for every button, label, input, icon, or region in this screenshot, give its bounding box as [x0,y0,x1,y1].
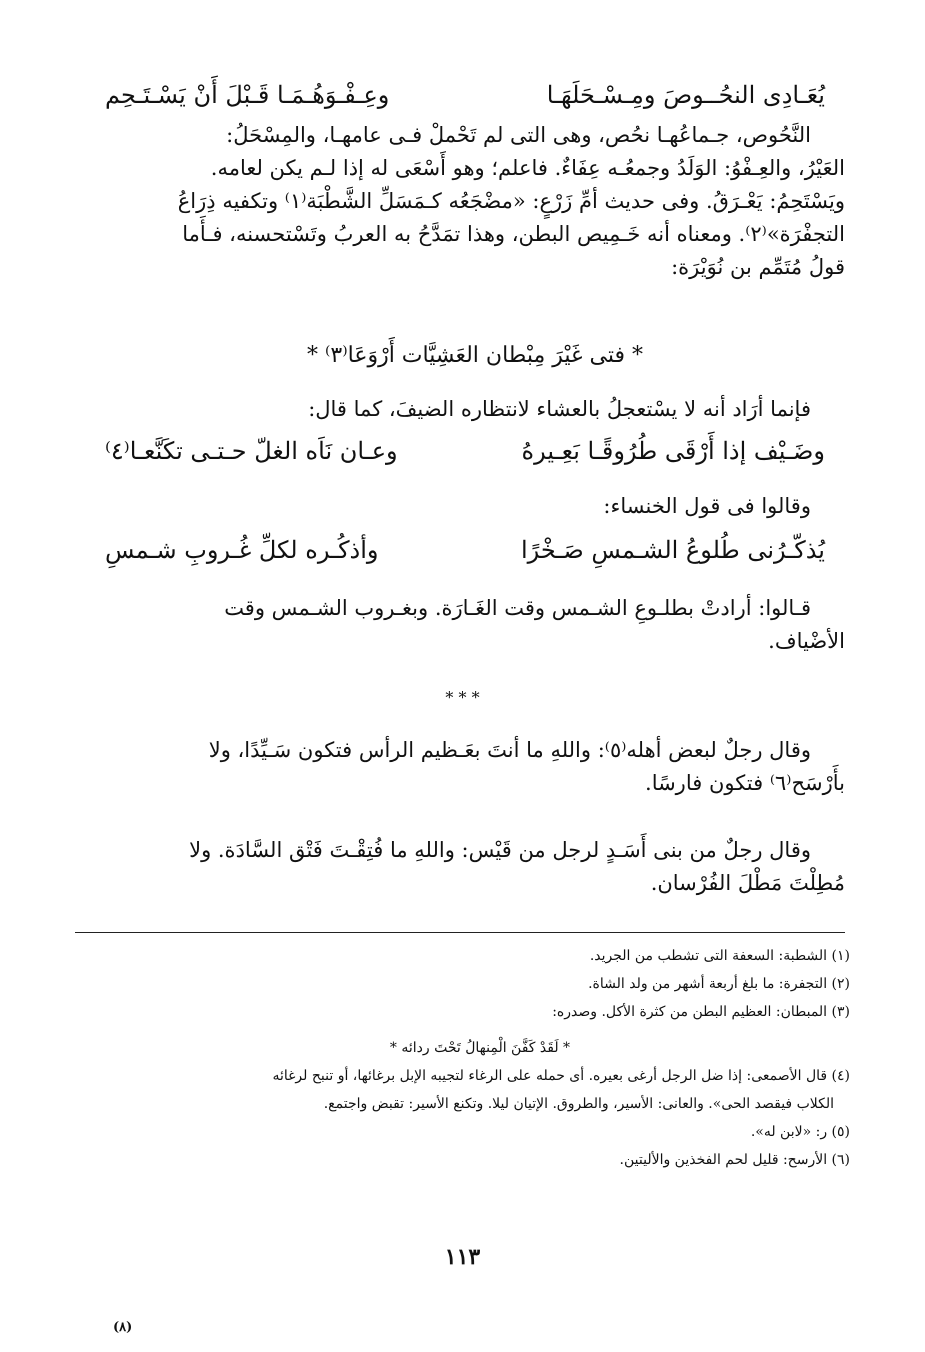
text-line: بأَرْسَح⁽٦⁾ فتكون فارسًا. [645,771,845,795]
footnote-rule [75,932,845,933]
paragraph-4 [105,592,845,658]
text-line: فإنما أرَاد أنه لا يسْتعجلُ بالعشاء لانتظاره الضيفَ، كما قال: [308,397,811,421]
verse-hemistich-left: وأذكُـره لكلِّ غُـروبِ شـمسِ [105,536,379,564]
text-line: وقال رجلٌ لبعض أهله⁽٥⁾: واللهِ ما أنتَ بعَـظيم الرأس فتكون سَـيِّدًا، ولا [208,738,811,762]
paragraph-5 [105,734,845,800]
text-line: العَيْرُ، والعِـفْوُ: الوَلَدُ وجمعُـه عِفَاءٌ. فاعلم؛ وهو أَسْعَى له إذا لـم يكن لعامه. [210,156,845,180]
verse-hemistich-left: وعـان نَاَه الغلّ حـتـى تكَنَّعـا⁽٤⁾ [105,437,398,465]
footnote-1: (١) الشطبة: السعفة التى تشطب من الجريد. [589,948,850,964]
paragraph-2 [105,393,845,426]
text-line: الأضْياف. [768,629,845,653]
footnote-2: (٢) التجفرة: ما بلغ أربعة أشهر من ولد الشاة. [588,976,850,992]
text-line: وقالوا فى قول الخنساء: [603,494,811,518]
footnotes [110,942,850,1174]
paragraph-3 [105,490,845,523]
verse-line-4 [105,533,825,567]
verse-hemistich-right: يُذكّـرُنى طُلوعُ الشـمسِ صَـخْرًا [520,536,825,564]
footnote-4-continued: الكلاب فيقصد الحى». والعانى: الأسير، والطروق. الإتيان ليلا. وتكنع الأسير: تقبض واجتمع. [323,1096,834,1112]
text-line: وقال رجلٌ من بنى أَسَـدٍ لرجل من قَيْس: واللهِ ما فُتِقْـتَ فَتْق السَّادَة. ولا [189,838,811,862]
footnote-3-verse: * لَقَدْ كَفَّنَ الْمِنهالُ تَحْتَ ردائه * [389,1040,571,1056]
paragraph-1 [105,119,845,284]
footnote-3: (٣) المبطان: العظيم البطن من كثرة الأكل. وصدره: [552,1004,850,1020]
footnote-4: (٤) قال الأصمعى: إذا ضل الرجل أرغى بعيره. أى حمله على الرغاء لتجيبه الإبل برغائها، أو تنبح لرغائه [272,1068,850,1084]
verse-line-1 [105,78,825,112]
verse-line-2: * فتى غَيْرَ مِبْطان العَشِيَّات أَرْوَعَا⁽٣⁾ * [306,343,643,368]
text-line: قـالوا: أرادتْ بطلـوعِ الشـمس وقت الغَـارَة. وبغـروب الشـمس وقت [224,596,811,620]
text-line: ويَسْتَحِمُ: يَعْـرَقُ. وفى حديث أمِّ زَرْعٍ: «مضْجَعُه كـمَسَلِّ الشَّطْبَة⁽١⁾ وتكفيه ذِرَاعُ [177,189,845,213]
footnote-5: (٥) ر: «لابن له». [750,1124,850,1140]
verse-hemistich-left: وعِـفْـوَهُـمَـا قَـبْلَ أَنْ يَسْـتَـحِم [105,81,390,109]
footnote-6: (٦) الأرسح: قليل لحم الفخذين والأليتين. [619,1152,850,1168]
text-line: مُطِلْتَ مَطْلَ الفُرْسان. [650,871,845,895]
verse-line-3 [105,434,825,468]
signature-mark: (٨) [113,1320,133,1335]
text-line: التجفْرَة»⁽٢⁾. ومعناه أنه خَـمِيص البطن، وهذا تمَدَّحُ به العربُ وتَسْتحسنه، فـأَما [182,222,845,246]
text-line: قولُ مُتَمِّم بن نُوَيْرَة: [671,255,845,279]
verse-hemistich-right: وضَـيْف إذا أَرْقَى طُرُوقًـا بَعِـيرهُ [521,437,825,465]
section-separator: * * * [445,688,480,707]
page-number: ١١٣ [444,1244,481,1270]
paragraph-6 [105,834,845,900]
verse-hemistich-right: يُعَـادِى النحُــوصَ ومِـسْـحَلَهَـا [546,81,825,109]
text-line: النَّحُوص، جـماعُهـا نحُص، وهى التى لم تَحْملْ فـى عامهـا، والمِسْحَلُ: [226,123,811,147]
